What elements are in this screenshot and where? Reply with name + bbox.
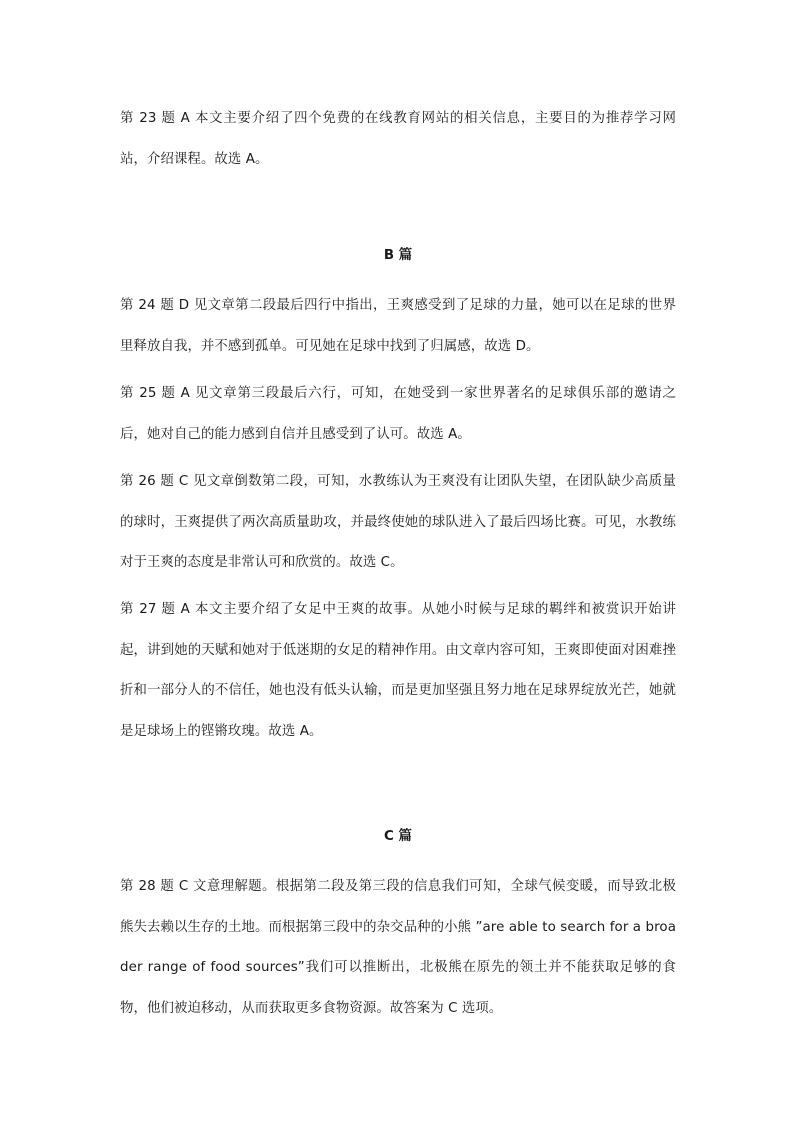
answer-explanation-28: 第 28 题 C 文意理解题。根据第二段及第三段的信息我们可知，全球气候变暖，而导致北极熊失去赖以生存的土地。而根据第三段中的杂交品种的小熊 ”are able to search for a broader range of food sources”我们可以推断出，北极熊在原先的领土并不能获取足够的食物，他们被迫移动，从而获取更多食物资源。故答案为 C 选项。: [120, 879, 676, 1016]
answer-explanation-26: 第 26 题 C 见文章倒数第二段，可知，水教练认为王爽没有让团队失望，在团队缺少高质量的球时，王爽提供了两次高质量助攻，并最终使她的球队进入了最后四场比赛。可见，水教练对于王爽的态度是非常认可和欣赏的。故选 C。: [120, 474, 676, 570]
section-heading-b: B 篇: [383, 248, 413, 263]
answer-explanation-24: 第 24 题 D 见文章第二段最后四行中指出，王爽感受到了足球的力量，她可以在足球的世界里释放自我，并不感到孤单。可见她在足球中找到了归属感，故选 D。: [120, 298, 676, 354]
answer-explanation-27: 第 27 题 A 本文主要介绍了女足中王爽的故事。从她小时候与足球的羁绊和被赏识开始讲起，讲到她的天赋和她对于低迷期的女足的精神作用。由文章内容可知，王爽即使面对困难挫折和一部分人的不信任，她也没有低头认输，而是更加坚强且努力地在足球界绽放光芒，她就是足球场上的铿锵玫瑰。故选 A。: [120, 602, 676, 739]
answer-explanation-23: 第 23 题 A 本文主要介绍了四个免费的在线教育网站的相关信息，主要目的为推荐学习网站，介绍课程。故选 A。: [120, 111, 676, 167]
answer-explanation-25: 第 25 题 A 见文章第三段最后六行，可知，在她受到一家世界著名的足球俱乐部的邀请之后，她对自己的能力感到自信并且感受到了认可。故选 A。: [120, 386, 676, 442]
section-heading-c: C 篇: [384, 829, 412, 844]
